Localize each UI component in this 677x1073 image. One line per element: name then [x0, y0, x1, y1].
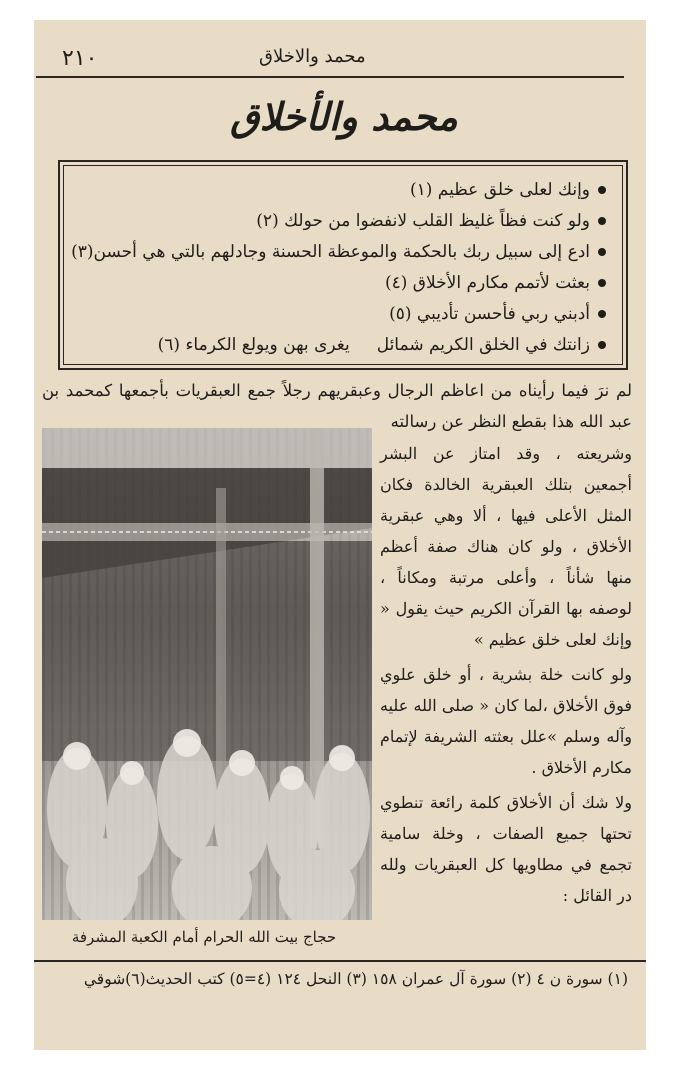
running-title: محمد والاخلاق — [259, 46, 366, 67]
quote-item — [76, 205, 606, 236]
body-paragraph: ولو كانت خلة بشرية ، أو خلق علوي فوق الأخلاق ،لما كان « صلى الله عليه وآله وسلم »علل بعثته الشريفة لإتمام مكارم الأخلاق . — [380, 665, 632, 777]
quote-text: أدبني ربي فأحسن تأديبي (٥) — [389, 303, 590, 324]
quote-item — [76, 329, 606, 360]
quote-text: وإنك لعلى خلق عظيم (١) — [409, 179, 590, 200]
quote-box — [58, 160, 628, 370]
bullet-icon — [598, 341, 606, 349]
bullet-icon — [598, 248, 606, 256]
quote-list — [71, 174, 606, 360]
body-paragraph: ولا شك أن الأخلاق كلمة رائعة تنطوي تحتها جميع الصفات ، وخلة سامية تجمع في مطاويها كل العبقريات ولله در القائل : — [380, 793, 632, 905]
body-column — [380, 438, 632, 915]
bullet-icon — [598, 217, 606, 225]
book-page — [34, 20, 646, 1050]
header-rule — [36, 76, 624, 78]
quote-text: ولو كنت فظاً غليظ القلب لانفضوا من حولك (٢) — [256, 210, 590, 231]
quote-text: بعثت لأتمم مكارم الأخلاق (٤) — [384, 272, 590, 293]
page-number: ٢١٠ — [62, 46, 98, 71]
bullet-icon — [598, 310, 606, 318]
photo-caption: حجاج بيت الله الحرام أمام الكعبة المشرفة — [71, 928, 337, 946]
kaaba-photo-illustration — [42, 428, 372, 920]
quote-item — [76, 267, 606, 298]
lead-paragraph: لم نرَ فيما رأيناه من اعاظم الرجال وعبقريهم رجلاً جمع العبقريات بأجمعها كمحمد بن عبد الله هذا بقطع النظر عن رسالته — [42, 381, 632, 431]
quote-item — [71, 236, 606, 267]
quote-text: زانتك في الخلق الكريم شمائل يغرى بهن ويولع الكرماء (٦) — [157, 334, 590, 355]
quote-item — [76, 298, 606, 329]
footnote-rule — [34, 960, 646, 962]
body-paragraph: وشريعته ، وقد امتاز عن البشر أجمعين بتلك العبقرية الخالدة فكان المثل الأعلى فيها ، ألا وهي عبقرية الأخلاق ، ولو كان هناك صفة أعظم منها شأناً ، وأعلى مرتبة ومكاناً ، لوصفه بها القرآن الكريم حيث يقول « وإنك لعلى خلق عظيم » — [380, 444, 632, 649]
bullet-icon — [598, 279, 606, 287]
quote-item — [76, 174, 606, 205]
chapter-title: محمد والأخلاق — [230, 94, 458, 139]
kaaba-photo — [42, 428, 372, 920]
quote-text: ادع إلى سبيل ربك بالحكمة والموعظة الحسنة وجادلهم بالتي هي أحسن(٣) — [71, 241, 590, 262]
bullet-icon — [598, 186, 606, 194]
footnotes: (١) سورة ن ٤ (٢) سورة آل عمران ١٥٨ (٣) النحل ١٢٤ (٤=٥) كتب الحديث(٦)شوقي — [83, 970, 628, 988]
page-header — [34, 42, 646, 78]
